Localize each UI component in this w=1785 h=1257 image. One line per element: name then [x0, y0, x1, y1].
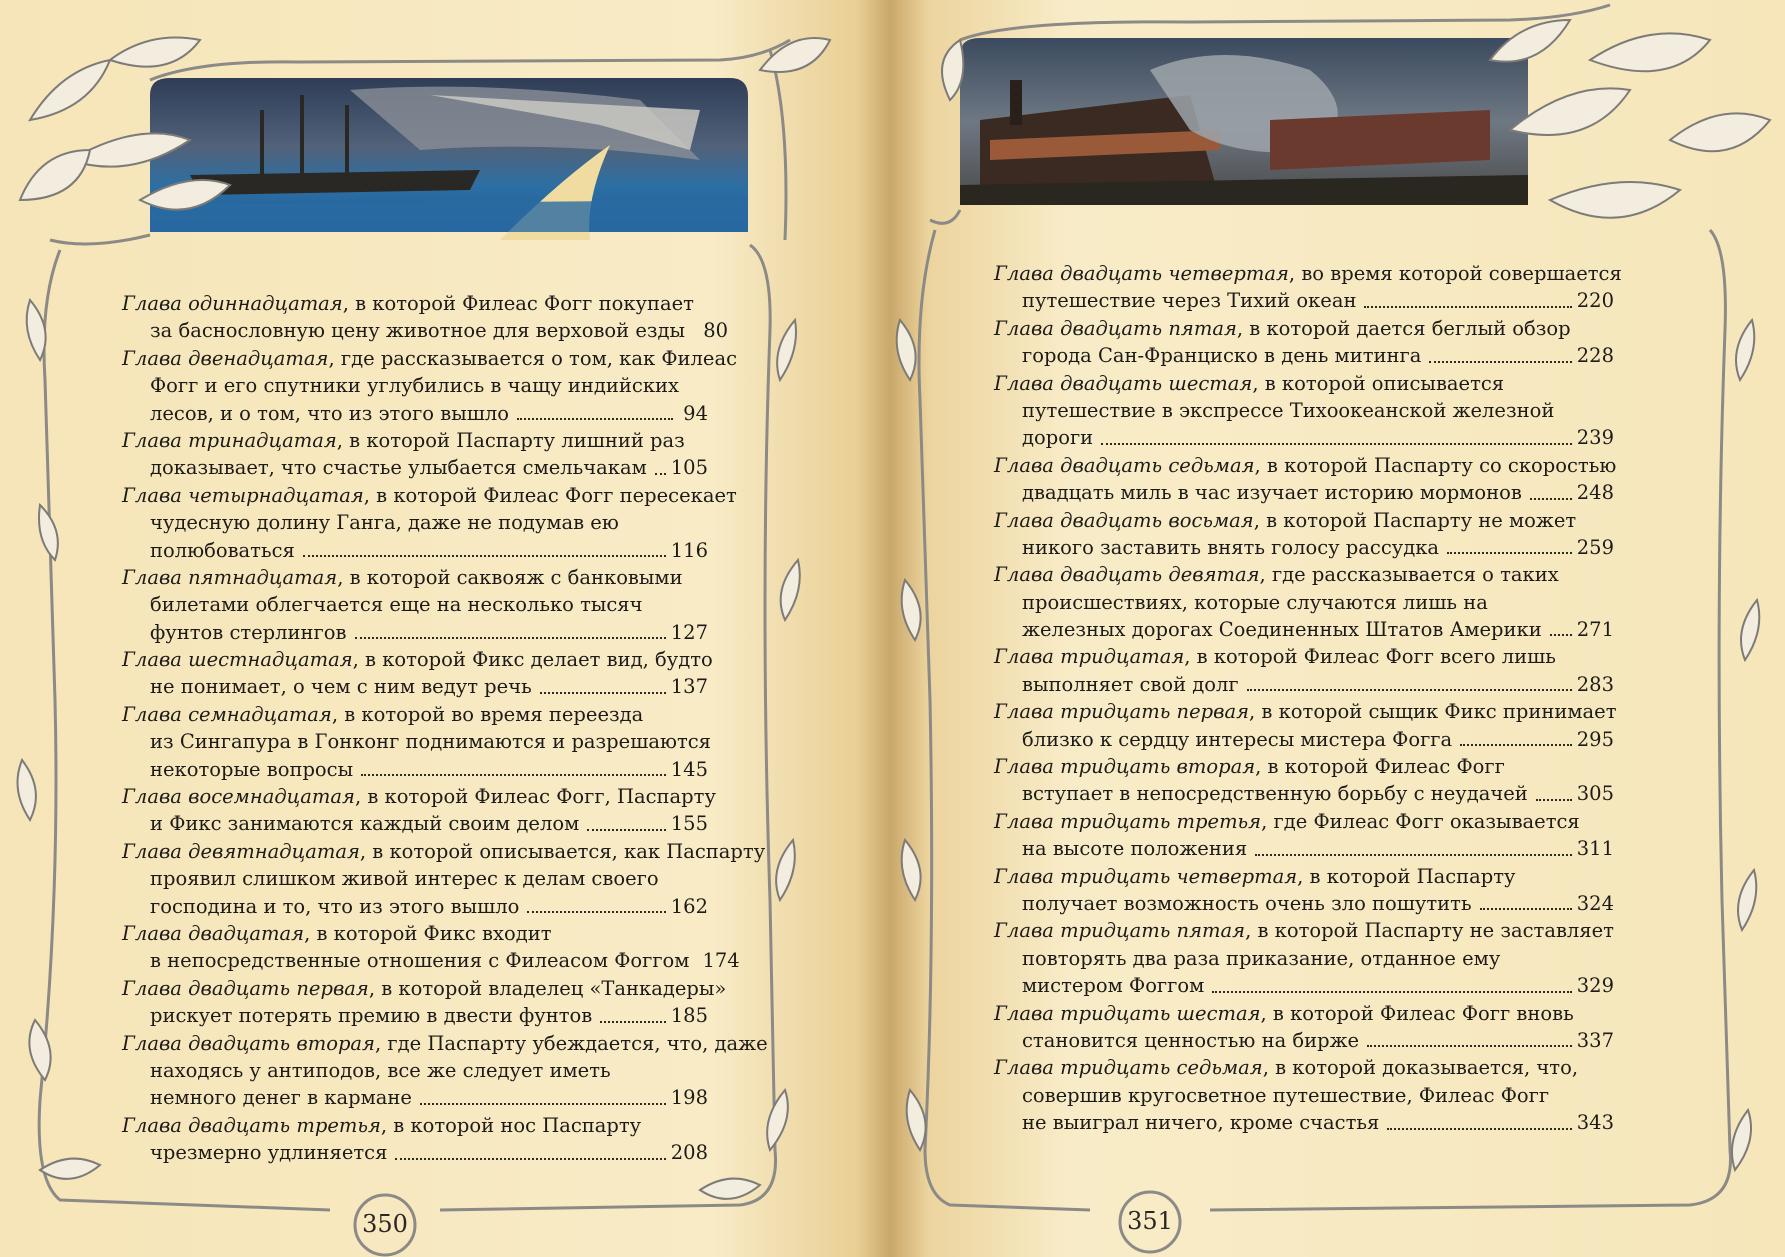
toc-entry	[122, 838, 766, 920]
chapter-title: Глава девятнадцатая	[122, 839, 360, 863]
page-number-left: 350	[362, 1210, 408, 1238]
toc-left	[122, 290, 768, 1167]
toc-entry	[994, 917, 1614, 999]
toc-entry-heading-line	[994, 452, 1617, 479]
toc-entry-heading-line	[122, 482, 737, 509]
dot-leader	[1480, 900, 1572, 910]
chapter-description: повторять два раза приказание, отданное ему	[1022, 946, 1501, 970]
train-illustration	[960, 38, 1528, 205]
toc-entry	[994, 698, 1617, 753]
dot-leader	[1367, 1037, 1572, 1047]
dot-leader	[517, 410, 673, 420]
chapter-description: путешествие через Тихий океан	[1022, 289, 1357, 313]
chapter-description: , в которой во время переезда	[331, 702, 644, 726]
dot-leader	[1530, 490, 1572, 500]
chapter-description: мистером Фоггом	[1022, 974, 1205, 998]
chapter-description: не понимает, о чем с ним ведут речь	[150, 675, 532, 699]
chapter-description: чрезмерно удлиняется	[150, 1141, 388, 1165]
toc-entry-continuation-line	[122, 454, 708, 481]
toc-entry-continuation-line	[122, 673, 708, 700]
toc-entry-continuation-line	[994, 972, 1614, 999]
chapter-title: Глава двадцать пятая	[994, 316, 1237, 340]
toc-entry	[994, 1000, 1614, 1055]
toc-entry-heading-line	[122, 975, 727, 1002]
toc-page-number: 155	[670, 812, 708, 836]
toc-entry	[122, 975, 727, 1030]
chapter-title: Глава двенадцатая	[122, 346, 329, 370]
toc-entry-continuation-line	[122, 947, 740, 974]
toc-entry-heading-line	[122, 1030, 768, 1057]
chapter-description: господина и то, что из этого вышло	[150, 894, 520, 918]
toc-entry-continuation-line	[122, 400, 708, 427]
chapter-description: рискует потерять премию в двести фунтов	[150, 1004, 593, 1028]
chapter-description: происшествиях, которые случаются лишь на	[1022, 590, 1488, 614]
toc-entry	[122, 564, 708, 646]
toc-entry-heading-line	[122, 646, 713, 673]
dot-leader	[1247, 681, 1572, 691]
toc-entry-heading-line	[122, 427, 708, 454]
toc-entry-continuation-line	[994, 1027, 1614, 1054]
toc-entry-continuation-line	[122, 509, 708, 536]
dot-leader	[1364, 298, 1571, 308]
dot-leader	[540, 684, 666, 694]
toc-page-number: 185	[670, 1004, 708, 1028]
toc-page-number: 337	[1576, 1028, 1614, 1052]
toc-entry-heading-line	[994, 260, 1622, 287]
dot-leader	[1460, 736, 1572, 746]
toc-entry	[122, 290, 729, 345]
toc-entry-continuation-line	[122, 728, 711, 755]
toc-page-number: 174	[702, 949, 740, 973]
chapter-description: доказывает, что счастье улыбается смельчакам	[150, 456, 647, 480]
chapter-title: Глава двадцать шестая	[994, 371, 1253, 395]
toc-entry-continuation-line	[122, 1084, 708, 1111]
toc-right	[994, 260, 1622, 1137]
toc-entry	[994, 315, 1614, 370]
toc-page-number: 162	[670, 894, 708, 918]
toc-entry-heading-line	[994, 370, 1614, 397]
chapter-title: Глава двадцать седьмая	[994, 453, 1255, 477]
chapter-title: Глава тридцать вторая	[994, 755, 1256, 779]
chapter-description: на высоте положения	[1022, 837, 1248, 861]
toc-entry-continuation-line	[994, 780, 1614, 807]
chapter-description: путешествие в экспрессе Тихоокеанской железной	[1022, 398, 1555, 422]
toc-entry-heading-line	[994, 808, 1614, 835]
toc-page-number: 271	[1576, 618, 1614, 642]
chapter-description: становится ценностью на бирже	[1022, 1028, 1360, 1052]
chapter-description: , в которой Паспарту не заставляет	[1245, 919, 1614, 943]
dot-leader	[355, 629, 666, 639]
toc-entry-heading-line	[994, 917, 1614, 944]
toc-page-number: 283	[1576, 672, 1614, 696]
toc-entry-continuation-line	[994, 616, 1614, 643]
right-page	[890, 0, 1785, 1257]
chapter-title: Глава восемнадцатая	[122, 785, 355, 809]
toc-entry-heading-line	[122, 564, 708, 591]
chapter-description: , в которой Филеас Фогг пересекает	[363, 483, 737, 507]
toc-entry	[122, 701, 711, 783]
chapter-description: , где рассказывается о том, как Филеас	[328, 346, 737, 370]
chapter-description: города Сан-Франциско в день митинга	[1022, 344, 1422, 368]
dot-leader	[1447, 544, 1572, 554]
chapter-description: билетами облегчается еще на несколько тысяч	[150, 593, 643, 617]
toc-entry-heading-line	[994, 863, 1614, 890]
dot-leader	[1212, 983, 1571, 993]
chapter-description: в непосредственные отношения с Филеасом Фоггом	[150, 949, 690, 973]
toc-entry-continuation-line	[994, 726, 1614, 753]
toc-entry-heading-line	[994, 698, 1617, 725]
toc-entry	[122, 482, 737, 564]
toc-entry-heading-line	[994, 643, 1614, 670]
toc-page-number: 80	[703, 319, 729, 343]
chapter-title: Глава тридцать третья	[994, 809, 1262, 833]
chapter-description: чудесную долину Ганга, даже не подумав ею	[150, 511, 619, 535]
toc-entry-continuation-line	[122, 372, 708, 399]
toc-entry-continuation-line	[122, 1002, 708, 1029]
chapter-description: , в которой Паспарту	[1297, 864, 1516, 888]
chapter-description: не выиграл ничего, кроме счастья	[1022, 1111, 1380, 1135]
toc-entry	[122, 345, 737, 427]
toc-entry-continuation-line	[122, 1139, 708, 1166]
toc-entry-continuation-line	[994, 1082, 1614, 1109]
toc-entry-heading-line	[994, 315, 1614, 342]
chapter-title: Глава четырнадцатая	[122, 483, 364, 507]
toc-entry-continuation-line	[994, 589, 1614, 616]
toc-entry	[994, 643, 1614, 698]
toc-page-number: 137	[670, 675, 708, 699]
dot-leader	[527, 903, 665, 913]
chapter-description: двадцать миль в час изучает историю мормонов	[1022, 481, 1522, 505]
chapter-title: Глава тридцать пятая	[994, 919, 1246, 943]
toc-page-number: 343	[1576, 1111, 1614, 1135]
toc-entry-continuation-line	[122, 537, 708, 564]
chapter-description: , в которой нос Паспарту	[380, 1113, 642, 1137]
chapter-description: , в которой Филеас Фогг, Паспарту	[354, 785, 716, 809]
chapter-description: совершив кругосветное путешествие, Филеас Фогг	[1022, 1083, 1550, 1107]
chapter-description: , в которой Паспарту лишний раз	[336, 428, 685, 452]
toc-entry-heading-line	[122, 783, 716, 810]
toc-entry-continuation-line	[994, 342, 1614, 369]
toc-page-number: 208	[670, 1141, 708, 1165]
chapter-description: некоторые вопросы	[150, 757, 354, 781]
chapter-title: Глава двадцать четвертая	[994, 261, 1289, 285]
toc-entry	[994, 1054, 1614, 1136]
dot-leader	[655, 465, 666, 475]
toc-entry-continuation-line	[994, 890, 1614, 917]
chapter-description: никого заставить внять голосу рассудка	[1022, 535, 1440, 559]
toc-page-number: 228	[1576, 344, 1614, 368]
toc-entry-heading-line	[994, 507, 1614, 534]
dot-leader	[1387, 1120, 1571, 1130]
toc-entry-heading-line	[994, 1054, 1614, 1081]
page-number-right: 351	[1127, 1207, 1173, 1235]
toc-entry	[994, 260, 1622, 315]
chapter-description: проявил слишком живой интерес к делам своего	[150, 867, 659, 891]
chapter-description: , в которой саквояж с банковыми	[337, 565, 683, 589]
chapter-description: , в которой Фикс делает вид, будто	[352, 648, 713, 672]
chapter-description: , в которой Паспарту со скоростью	[1254, 453, 1617, 477]
chapter-description: , где рассказывается о таких	[1259, 563, 1559, 587]
chapter-title: Глава тридцатая	[994, 645, 1185, 669]
toc-entry-continuation-line	[122, 317, 729, 344]
toc-page-number: 145	[670, 757, 708, 781]
chapter-description: , в которой Филеас Фогг	[1255, 755, 1505, 779]
toc-entry-continuation-line	[122, 756, 708, 783]
toc-page-number: 311	[1576, 837, 1614, 861]
toc-page-number: 116	[670, 538, 708, 562]
dot-leader	[1429, 353, 1571, 363]
toc-entry	[994, 863, 1614, 918]
toc-entry	[994, 507, 1614, 562]
chapter-description: , где Паспарту убеждается, что, даже	[374, 1031, 768, 1055]
toc-page-number: 127	[670, 620, 708, 644]
chapter-description: , в которой Филеас Фогг покупает	[342, 291, 694, 315]
toc-entry	[122, 920, 740, 975]
chapter-description: дороги	[1022, 426, 1094, 450]
chapter-description: , в которой дается беглый обзор	[1236, 316, 1571, 340]
toc-entry-continuation-line	[994, 945, 1614, 972]
toc-entry-continuation-line	[122, 591, 708, 618]
toc-entry-continuation-line	[994, 479, 1614, 506]
chapter-description: немного денег в кармане	[150, 1086, 412, 1110]
chapter-title: Глава пятнадцатая	[122, 565, 338, 589]
toc-entry-continuation-line	[122, 810, 708, 837]
chapter-title: Глава одиннадцатая	[122, 291, 343, 315]
toc-entry-heading-line	[994, 1000, 1614, 1027]
chapter-title: Глава двадцать вторая	[122, 1031, 375, 1055]
chapter-title: Глава тридцать седьмая	[994, 1056, 1263, 1080]
toc-entry	[994, 370, 1614, 452]
chapter-description: , где Филеас Фогг оказывается	[1261, 809, 1580, 833]
chapter-title: Глава двадцать восьмая	[994, 508, 1254, 532]
chapter-description: лесов, и о том, что из этого вышло	[150, 401, 509, 425]
toc-entry-continuation-line	[994, 397, 1614, 424]
toc-entry	[122, 646, 713, 701]
toc-entry	[122, 783, 716, 838]
chapter-description: , во время которой совершается	[1288, 261, 1622, 285]
dot-leader	[1536, 791, 1572, 801]
toc-entry-continuation-line	[122, 1057, 708, 1084]
toc-page-number: 329	[1576, 974, 1614, 998]
chapter-description: вступает в непосредственную борьбу с неудачей	[1022, 782, 1528, 806]
toc-page-number: 220	[1576, 289, 1614, 313]
chapter-title: Глава тридцать первая	[994, 700, 1250, 724]
toc-entry-heading-line	[122, 838, 766, 865]
toc-entry-continuation-line	[994, 287, 1614, 314]
chapter-description: и Фикс занимаются каждый своим делом	[150, 812, 580, 836]
toc-entry-continuation-line	[994, 1109, 1614, 1136]
toc-page-number: 324	[1576, 891, 1614, 915]
chapter-description: , в которой сыщик Фикс принимает	[1249, 700, 1617, 724]
toc-entry-heading-line	[122, 1112, 708, 1139]
toc-page-number: 105	[670, 456, 708, 480]
chapter-title: Глава семнадцатая	[122, 702, 332, 726]
chapter-description: , в которой Фикс входит	[304, 921, 552, 945]
chapter-description: из Сингапура в Гонконг поднимаются и разрешаются	[150, 730, 711, 754]
chapter-description: находясь у антиподов, все же следует иметь	[150, 1058, 611, 1082]
toc-page-number: 239	[1576, 426, 1614, 450]
toc-entry-heading-line	[122, 345, 737, 372]
toc-page-number: 198	[670, 1086, 708, 1110]
dot-leader	[1550, 626, 1572, 636]
toc-entry-heading-line	[122, 290, 708, 317]
chapter-description: близко к сердцу интересы мистера Фогга	[1022, 727, 1453, 751]
toc-entry-continuation-line	[994, 671, 1614, 698]
chapter-description: , в которой доказывается, что,	[1262, 1056, 1579, 1080]
toc-entry-continuation-line	[122, 893, 708, 920]
chapter-description: фунтов стерлингов	[150, 620, 347, 644]
toc-entry	[994, 808, 1614, 863]
toc-entry-heading-line	[122, 701, 708, 728]
dot-leader	[303, 547, 666, 557]
chapter-description: , в которой описывается	[1252, 371, 1505, 395]
toc-entry	[122, 427, 708, 482]
toc-entry-continuation-line	[122, 865, 708, 892]
toc-entry-continuation-line	[994, 424, 1614, 451]
chapter-description: , в которой описывается, как Паспарту	[359, 839, 766, 863]
chapter-title: Глава двадцать девятая	[994, 563, 1260, 587]
chapter-description: выполняет свой долг	[1022, 672, 1239, 696]
chapter-title: Глава двадцать третья	[122, 1113, 381, 1137]
dot-leader	[600, 1013, 666, 1023]
toc-page-number: 305	[1576, 782, 1614, 806]
chapter-title: Глава тридцать шестая	[994, 1001, 1261, 1025]
dot-leader	[420, 1095, 666, 1105]
chapter-description: получает возможность очень зло пошутить	[1022, 891, 1472, 915]
chapter-description: , в которой Паспарту не может	[1253, 508, 1577, 532]
dot-leader	[1255, 846, 1572, 856]
chapter-description: полюбоваться	[150, 538, 295, 562]
left-page	[0, 0, 890, 1257]
chapter-description: железных дорогах Соединенных Штатов Америки	[1022, 618, 1542, 642]
ship-illustration	[150, 78, 748, 240]
chapter-title: Глава двадцатая	[122, 921, 305, 945]
toc-entry-heading-line	[994, 561, 1614, 588]
toc-entry	[994, 452, 1617, 507]
toc-entry	[122, 1112, 708, 1167]
chapter-description: за баснословную цену животное для верховой езды	[150, 319, 686, 343]
chapter-title: Глава шестнадцатая	[122, 648, 353, 672]
toc-entry-heading-line	[994, 753, 1614, 780]
chapter-description: , в которой владелец «Танкадеры»	[368, 976, 727, 1000]
toc-entry	[994, 561, 1614, 643]
dot-leader	[1101, 435, 1572, 445]
toc-entry-continuation-line	[122, 619, 708, 646]
toc-page-number: 259	[1576, 535, 1614, 559]
chapter-title: Глава тридцать четвертая	[994, 864, 1298, 888]
chapter-title: Глава двадцать первая	[122, 976, 369, 1000]
chapter-description: , в которой Филеас Фогг вновь	[1260, 1001, 1574, 1025]
chapter-description: , в которой Филеас Фогг всего лишь	[1184, 645, 1556, 669]
chapter-title: Глава тринадцатая	[122, 428, 337, 452]
toc-entry-heading-line	[122, 920, 708, 947]
toc-entry-continuation-line	[994, 835, 1614, 862]
chapter-description: Фогг и его спутники углубились в чащу индийских	[150, 374, 680, 398]
toc-page-number: 248	[1576, 481, 1614, 505]
dot-leader	[587, 821, 666, 831]
toc-entry	[994, 753, 1614, 808]
toc-page-number: 295	[1576, 727, 1614, 751]
toc-entry-continuation-line	[994, 534, 1614, 561]
toc-entry	[122, 1030, 768, 1112]
toc-page-number: 94	[683, 401, 708, 425]
dot-leader	[361, 766, 666, 776]
dot-leader	[395, 1150, 665, 1160]
